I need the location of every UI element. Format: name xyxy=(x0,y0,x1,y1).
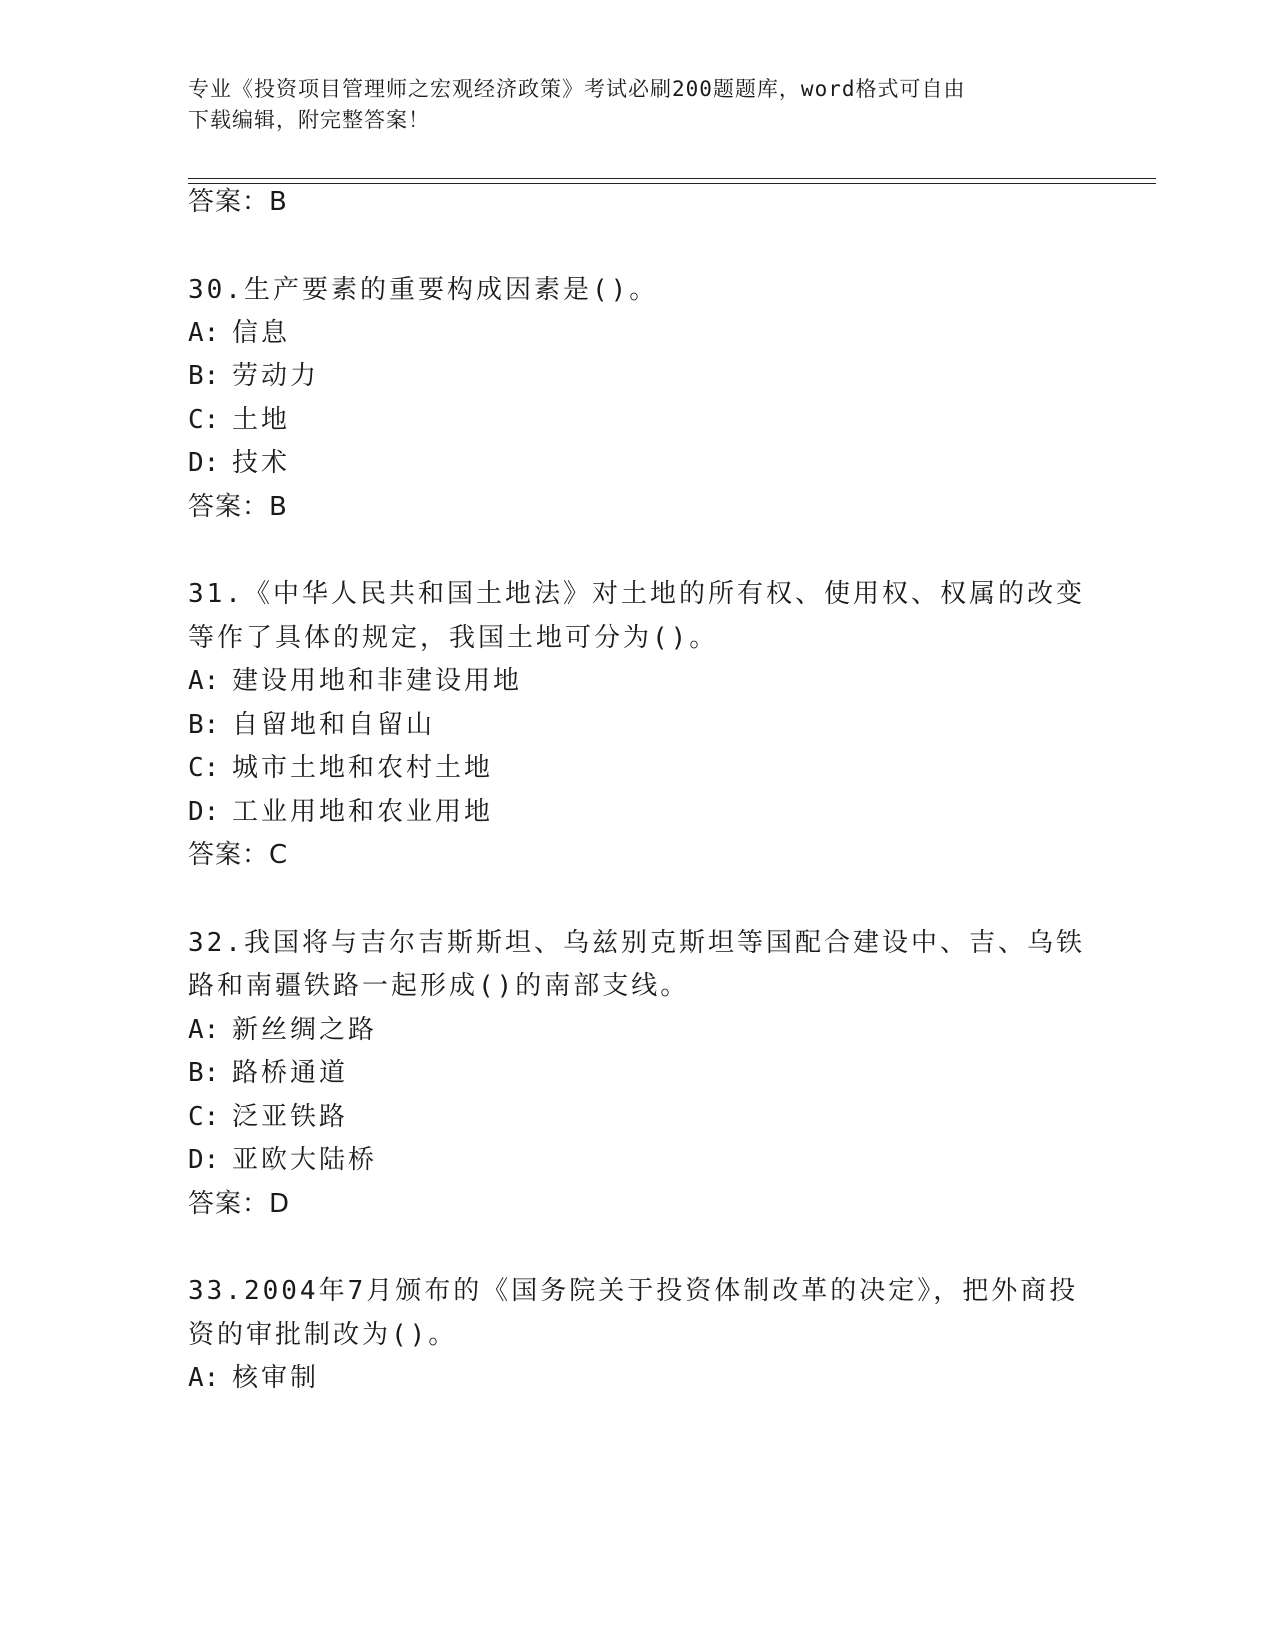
option-letter: A: xyxy=(188,1363,220,1393)
option-text: 土地 xyxy=(232,405,291,435)
option-text: 核审制 xyxy=(232,1363,320,1393)
header-title-line-2: 下载编辑，附完整答案！ xyxy=(188,108,430,132)
option-letter: C: xyxy=(188,753,220,783)
question-31-option-b xyxy=(188,708,435,742)
question-32-option-b xyxy=(188,1056,348,1090)
option-letter: B: xyxy=(188,1058,220,1088)
option-letter: A: xyxy=(188,666,220,696)
question-33-text-line-1: 33.2004年7月颁布的《国务院关于投资体制改革的决定》，把外商投 xyxy=(188,1276,1079,1306)
option-text: 技术 xyxy=(232,448,291,478)
header-divider-top xyxy=(188,178,1156,179)
question-32-option-d xyxy=(188,1143,377,1177)
question-31-option-c xyxy=(188,751,493,785)
option-text: 亚欧大陆桥 xyxy=(232,1145,378,1175)
question-30-option-a xyxy=(188,316,290,350)
question-32-answer: 答案：D xyxy=(188,1189,291,1219)
question-31-answer: 答案：C xyxy=(188,840,289,870)
header-title-line-1: 专业《投资项目管理师之宏观经济政策》考试必刷200题题库，word格式可自由 xyxy=(188,77,966,101)
option-text: 信息 xyxy=(232,318,291,348)
question-32-option-a xyxy=(188,1013,377,1047)
document-header xyxy=(188,74,1068,136)
option-letter: D: xyxy=(188,448,220,478)
question-32-text-line-2: 路和南疆铁路一起形成()的南部支线。 xyxy=(188,971,690,1001)
question-31-text-line-1: 31.《中华人民共和国土地法》对土地的所有权、使用权、权属的改变 xyxy=(188,579,1085,609)
option-letter: B: xyxy=(188,710,220,740)
question-32-option-c xyxy=(188,1100,348,1134)
header-divider-bottom xyxy=(188,183,1156,184)
question-32-text-line-1: 32.我国将与吉尔吉斯斯坦、乌兹别克斯坦等国配合建设中、吉、乌铁 xyxy=(188,928,1085,958)
question-30-option-b xyxy=(188,359,319,393)
question-30-answer: 答案：B xyxy=(188,492,288,522)
question-31-text-line-2: 等作了具体的规定，我国土地可分为()。 xyxy=(188,623,719,653)
option-text: 新丝绸之路 xyxy=(232,1015,378,1045)
option-letter: C: xyxy=(188,405,220,435)
option-text: 建设用地和非建设用地 xyxy=(232,666,523,696)
option-letter: D: xyxy=(188,1145,220,1175)
question-30-option-d xyxy=(188,446,290,480)
option-letter: C: xyxy=(188,1102,220,1132)
previous-answer: 答案：B xyxy=(188,187,288,217)
option-letter: A: xyxy=(188,318,220,348)
option-text: 城市土地和农村土地 xyxy=(232,753,494,783)
question-30-option-c xyxy=(188,403,290,437)
option-text: 工业用地和农业用地 xyxy=(232,797,494,827)
question-33-text-line-2: 资的审批制改为()。 xyxy=(188,1320,458,1350)
option-letter: A: xyxy=(188,1015,220,1045)
question-31-option-d xyxy=(188,795,493,829)
option-text: 路桥通道 xyxy=(232,1058,349,1088)
option-text: 劳动力 xyxy=(232,361,320,391)
question-30-text: 30.生产要素的重要构成因素是()。 xyxy=(188,275,659,305)
option-text: 自留地和自留山 xyxy=(232,710,436,740)
option-letter: B: xyxy=(188,361,220,391)
question-31-option-a xyxy=(188,664,522,698)
question-33-option-a xyxy=(188,1361,319,1395)
option-letter: D: xyxy=(188,797,220,827)
option-text: 泛亚铁路 xyxy=(232,1102,349,1132)
